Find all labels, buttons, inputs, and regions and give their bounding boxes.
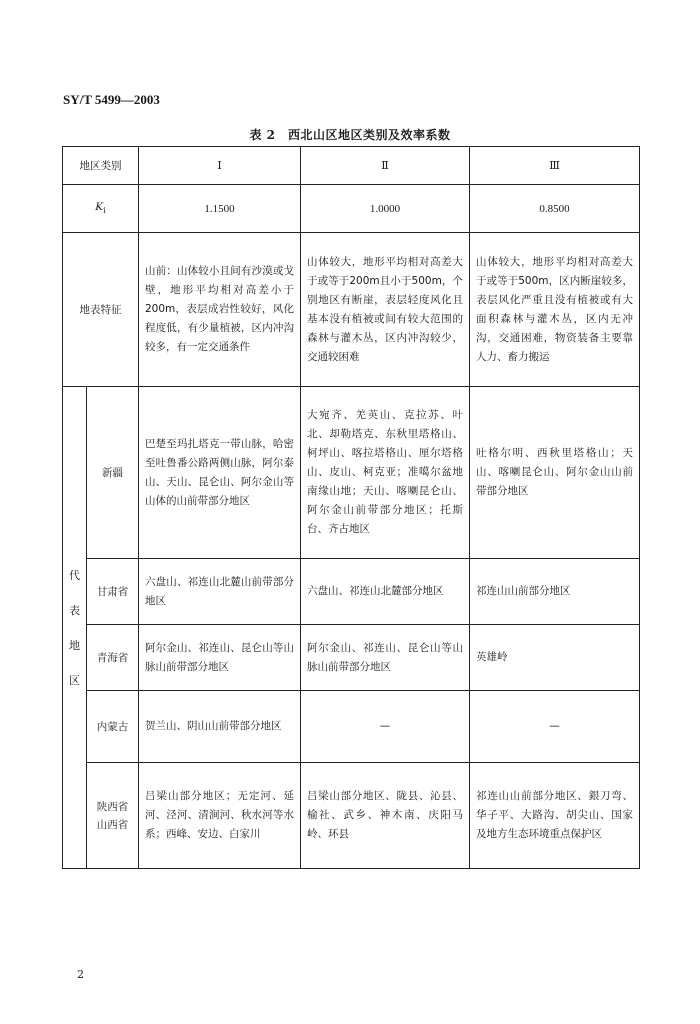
region-class-2: 六盘山、祁连山北麓部分地区 — [301, 559, 470, 625]
region-class-3: 英雄岭 — [470, 625, 640, 691]
header-class-2: Ⅱ — [301, 147, 470, 185]
region-class-1: 阿尔金山、祁连山、昆仑山等山脉山前带部分地区 — [139, 625, 301, 691]
region-name: 甘肃省 — [87, 559, 139, 625]
region-name: 陕西省 山西省 — [87, 763, 139, 869]
table-title: 表 2 西北山区地区类别及效率系数 — [249, 128, 451, 142]
region-name: 内蒙古 — [87, 691, 139, 763]
coefficient-class-1: 1.1500 — [139, 185, 301, 233]
coefficient-row — [63, 185, 640, 233]
surface-feature-row — [63, 233, 640, 387]
region-class-2: 吕梁山部分地区、陇县、沁县、榆社、武乡、神木南、庆阳马岭、环县 — [301, 763, 470, 869]
header-class-3: Ⅲ — [470, 147, 640, 185]
coefficient-class-2: 1.0000 — [301, 185, 470, 233]
region-row-inner-mongolia — [63, 691, 640, 763]
region-class-3: 祁连山山前部分地区 — [470, 559, 640, 625]
surface-feature-label: 地表特征 — [63, 233, 139, 387]
surface-class-3: 山体较大，地形平均相对高差大于或等于500m，区内断崖较多，表层风化严重且没有植被或有大面积森林与灌木丛，区内无冲沟，交通困难，物资装备主要靠人力、畜力搬运 — [470, 233, 640, 387]
region-row-qinghai — [63, 625, 640, 691]
region-class-3: 吐格尔明、西秋里塔格山；天山、喀喇昆仑山、阿尔金山山前带部分地区 — [470, 387, 640, 559]
region-class-1: 贺兰山、阴山山前带部分地区 — [139, 691, 301, 763]
surface-class-2: 山体较大，地形平均相对高差大于或等于200m且小于500m，个别地区有断崖，表层轻度风化且基本没有植被或间有较大范围的森林与灌木丛，区内冲沟较少，交通较困难 — [301, 233, 470, 387]
region-class-1: 六盘山、祁连山北麓山前带部分地区 — [139, 559, 301, 625]
region-name: 青海省 — [87, 625, 139, 691]
region-class-3: — — [470, 691, 640, 763]
region-class-3: 祁连山山前部分地区、銀刀弯、华子平、大路沟、胡尖山、国家及地方生态环境重点保护区 — [470, 763, 640, 869]
region-class-1: 巴楚至玛扎塔克一带山脉，哈密至吐鲁番公路两侧山脉，阿尔泰山、天山、昆仑山、阿尔金山等山体的山前带部分地区 — [139, 387, 301, 559]
region-row-shaanxi-shanxi — [63, 763, 640, 869]
coefficient-class-3: 0.8500 — [470, 185, 640, 233]
region-class-2: — — [301, 691, 470, 763]
header-row — [63, 147, 640, 185]
representative-region-label: 代 表 地 区 — [63, 387, 87, 869]
header-class-1: Ⅰ — [139, 147, 301, 185]
page-number: 2 — [77, 968, 84, 981]
region-class-1: 吕梁山部分地区；无定河、延河、泾河、清涧河、秋水河等水系；西峰、安边、白家川 — [139, 763, 301, 869]
region-efficiency-table — [62, 146, 640, 869]
header-category: 地区类别 — [63, 147, 139, 185]
region-class-2: 阿尔金山、祁连山、昆仑山等山脉山前带部分地区 — [301, 625, 470, 691]
region-row-gansu — [63, 559, 640, 625]
surface-class-1: 山前：山体较小且间有沙漠或戈壁，地形平均相对高差小于200m，表层成岩性较好，风化程度低，有少量植被，区内冲沟较多，有一定交通条件 — [139, 233, 301, 387]
coefficient-label: $K_i$ — [63, 185, 139, 233]
region-class-2: 大宛齐、羌英山、克拉苏、叶北、却勒塔克、东秋里塔格山、柯坪山、喀拉塔格山、厘尔塔格山、皮山、柯克亚；准噶尔盆地南缘山地；天山、喀喇昆仑山、阿尔金山前带部分地区；托斯台、齐古地区 — [301, 387, 470, 559]
region-row-xinjiang — [63, 387, 640, 559]
region-name: 新疆 — [87, 387, 139, 559]
standard-code: SY/T 5499—2003 — [63, 92, 160, 107]
